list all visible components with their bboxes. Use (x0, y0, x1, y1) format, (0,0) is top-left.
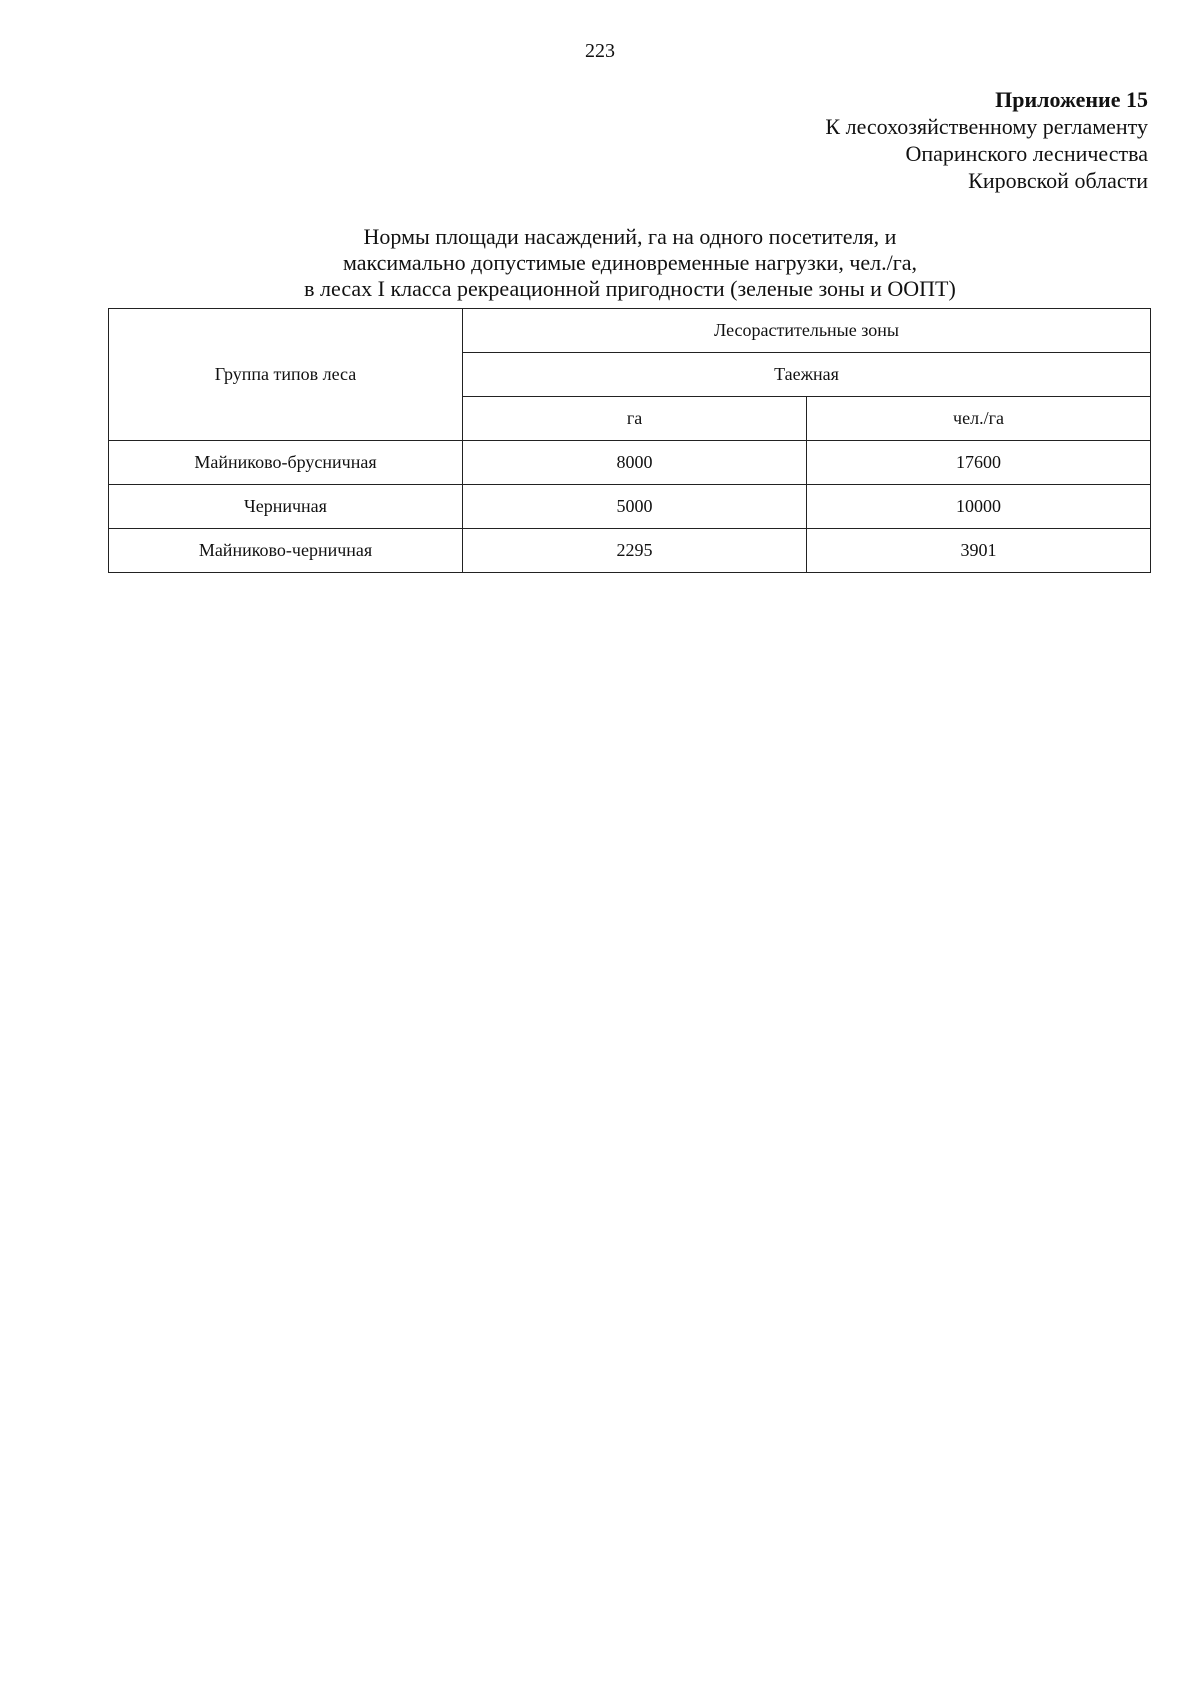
page-number: 223 (585, 40, 615, 62)
appendix-title: Приложение 15 (995, 87, 1148, 112)
norms-table (108, 308, 1151, 573)
appendix-line-3: Кировской области (968, 168, 1148, 193)
appendix-line-2: Опаринского лесничества (905, 141, 1148, 166)
cell-people: 17600 (807, 441, 1151, 485)
cell-ha: 5000 (463, 485, 807, 529)
cell-group: Майниково-брусничная (109, 441, 463, 485)
header-forest-group: Группа типов леса (109, 309, 463, 441)
cell-people: 10000 (807, 485, 1151, 529)
document-title-line-3: в лесах I класса рекреационной пригодности (зеленые зоны и ООПТ) (304, 276, 956, 301)
appendix-block (825, 86, 1148, 194)
table-row (109, 441, 1151, 485)
cell-ha: 2295 (463, 529, 807, 573)
header-forest-zones: Лесорастительные зоны (463, 309, 1151, 353)
cell-people: 3901 (807, 529, 1151, 573)
table-row (109, 485, 1151, 529)
document-title-line-2: максимально допустимые единовременные нагрузки, чел./га, (342, 250, 918, 275)
table-header-row-1 (109, 309, 1151, 353)
cell-ha: 8000 (463, 441, 807, 485)
cell-group: Майниково-черничная (109, 529, 463, 573)
header-col-people-per-ha: чел./га (807, 397, 1151, 441)
header-zone-taiga: Таежная (463, 353, 1151, 397)
appendix-line-1: К лесохозяйственному регламенту (825, 114, 1148, 139)
document-title (0, 224, 1200, 302)
header-col-ha: га (463, 397, 807, 441)
cell-group: Черничная (109, 485, 463, 529)
table-row (109, 529, 1151, 573)
document-title-line-1: Нормы площади насаждений, га на одного посетителя, и (363, 224, 897, 249)
